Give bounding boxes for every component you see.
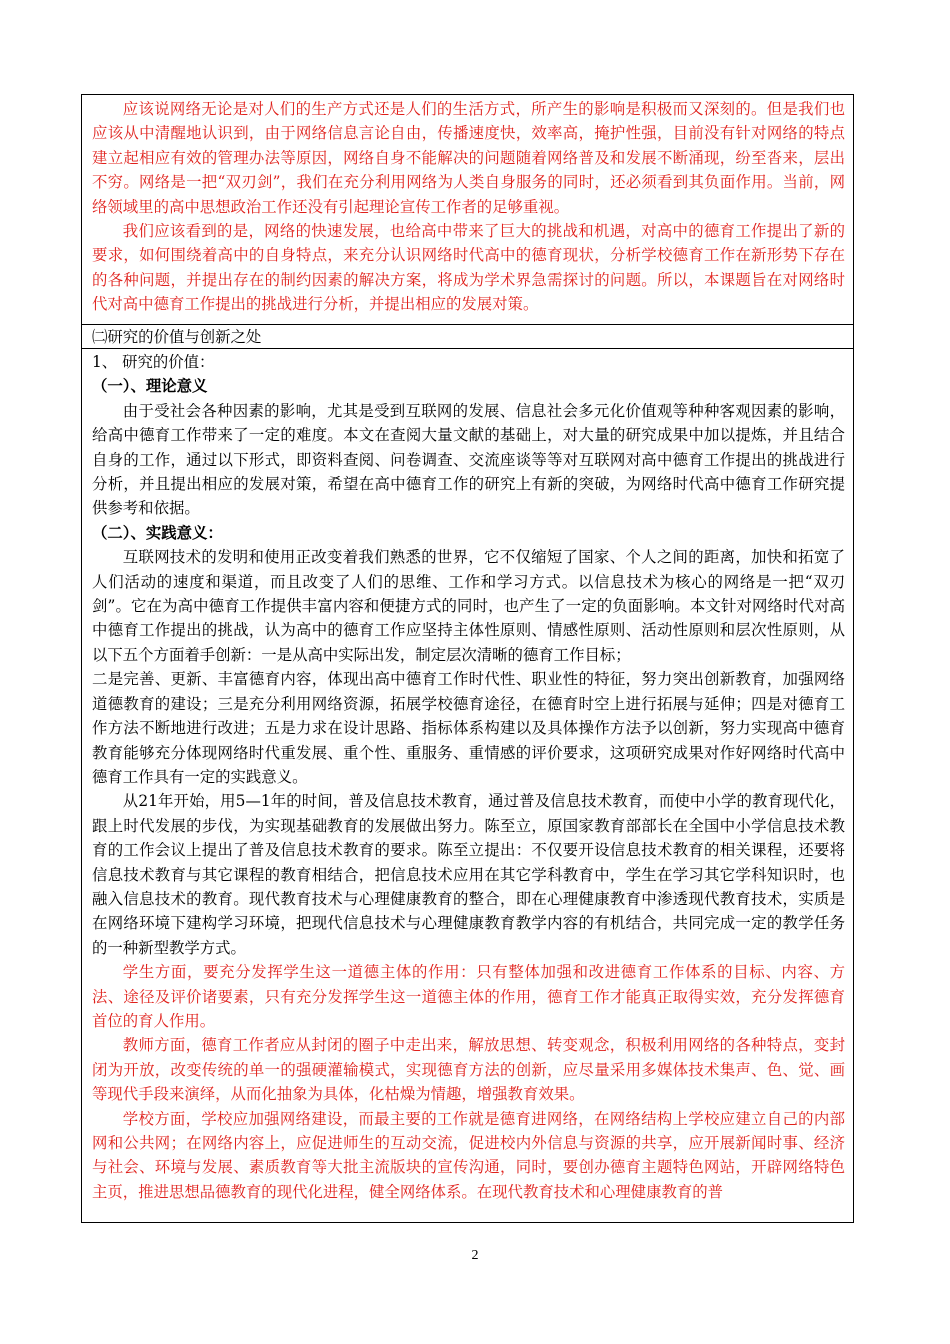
practice-paragraph-3: 从21年开始，用5—1年的时间，普及信息技术教育，通过普及信息技术教育，而使中小学的教育现代化，跟上时代发展的步伐，为实现基础教育的发展做出努力。陈至立，原国家教育部部长在全国中小学信息技术教育的工作会议上提出了普及信息技术教育的要求。陈至立提出：不仅要开设信息技术教育的相关课程，还要将信息技术教育与其它课程的教育相结合，把信息技术应用在其它学科教育中，学生在学习其它学科知识时，也融入信息技术的教育。现代教育技术与心理健康教育的整合，即在心理健康教育中渗透现代教育技术，实质是在网络环境下建构学习环境，把现代信息技术与心理健康教育教学内容的有机结合，共同完成一定的教学任务的一种新型教学方式。 <box>92 792 845 957</box>
value-content-cell <box>82 349 853 1224</box>
practice-paragraph-1: 互联网技术的发明和使用正改变着我们熟悉的世界，它不仅缩短了国家、个人之间的距离，加快和拓宽了人们活动的速度和渠道，而且改变了人们的思维、工作和学习方式。以信息技术为核心的网络是一把“双刃剑”。它在为高中德育工作提供丰富内容和便捷方式的同时，也产生了一定的负面影响。本文针对网络时代对高中德育工作提出的挑战，认为高中的德育工作应坚持主体性原则、情感性原则、活动性原则和层次性原则，从以下五个方面着手创新：一是从高中实际出发，制定层次清晰的德育工作目标； <box>92 548 845 664</box>
item-heading: 1、 研究的价值： <box>92 353 215 371</box>
value-heading-cell <box>82 325 853 349</box>
content-table <box>81 94 854 1223</box>
theory-heading: （一）、理论意义 <box>92 377 208 396</box>
theory-paragraph: 由于受社会各种因素的影响，尤其是受到互联网的发展、信息社会多元化价值观等种种客观因素的影响，给高中德育工作带来了一定的难度。本文在查阅大量文献的基础上，对大量的研究成果中加以提炼，并且结合自身的工作，通过以下形式，即资料查阅、问卷调查、交流座谈等等对互联网对高中德育工作提出的挑战进行分析，并且提出相应的发展对策，希望在高中德育工作的研究上有新的突破，为网络时代高中德育工作研究提供参考和依据。 <box>92 401 845 518</box>
practice-paragraph-2: 二是完善、更新、丰富德育内容，体现出高中德育工作时代性、职业性的特征，努力突出创新教育，加强网络道德教育的建设；三是充分利用网络资源，拓展学校德育途径，在德育时空上进行拓展与延伸；四是对德育工作方法不断地进行改进；五是力求在设计思路、指标体系构建以及具体操作方法予以创新，努力实现高中德育教育能够充分体现网络时代重发展、重个性、重服务、重情感的评价要求，这项研究成果对作好网络时代高中德育工作具有一定的实践意义。 <box>92 670 845 786</box>
background-paragraph-1: 应该说网络无论是对人们的生产方式还是人们的生活方式，所产生的影响是积极而又深刻的。但是我们也应该从中清醒地认识到，由于网络信息言论自由，传播速度快，效率高，掩护性强，目前没有针对网络的特点建立起相应有效的管理办法等原因，网络自身不能解决的问题随着网络普及和发展不断涌现，纷至沓来，层出不穷。网络是一把“双刃剑”，我们在充分利用网络为人类自身服务的同时，还必须看到其负面作用。当前，网络领域里的高中思想政治工作还没有引起理论宣传工作者的足够重视。 <box>92 100 845 216</box>
teachers-paragraph: 教师方面，德育工作者应从封闭的圈子中走出来，解放思想、转变观念，积极利用网络的各种特点，变封闭为开放，改变传统的单一的强硬灌输模式，实现德育方法的创新，应尽量采用多媒体技术集声、色、觉、画等现代手段来演绎，从而化抽象为具体，化枯燥为情趣，增强教育效果。 <box>92 1036 845 1104</box>
background-paragraph-2: 我们应该看到的是，网络的快速发展，也给高中带来了巨大的挑战和机遇，对高中的德育工作提出了新的要求，如何围绕着高中的自身特点，来充分认识网络时代高中的德育现状，分析学校德育工作在新形势下存在的各种问题，并提出存在的制约因素的解决方案，将成为学术界急需探讨的问题。所以，本课题旨在对网络时代对高中德育工作提出的挑战进行分析，并提出相应的发展对策。 <box>92 222 845 314</box>
practice-heading: （二）、实践意义： <box>92 523 223 542</box>
section-heading: ㈡研究的价值与创新之处 <box>92 328 262 346</box>
background-cell <box>82 95 853 325</box>
page-number: 2 <box>471 1248 479 1263</box>
students-paragraph: 学生方面，要充分发挥学生这一道德主体的作用：只有整体加强和改进德育工作体系的目标、内容、方法、途径及评价诸要素，只有充分发挥学生这一道德主体的作用，德育工作才能真正取得实效，充分发挥德育首位的育人作用。 <box>92 963 845 1030</box>
school-paragraph: 学校方面，学校应加强网络建设，而最主要的工作就是德育进网络，在网络结构上学校应建立自己的内部网和公共网；在网络内容上，应促进师生的互动交流，促进校内外信息与资源的共享，应开展新闻时事、经济与社会、环境与发展、素质教育等大批主流版块的宣传沟通，同时，要创办德育主题特色网站，开辟网络特色主页，推进思想品德教育的现代化进程，健全网络体系。在现代教育技术和心理健康教育的普 <box>92 1109 845 1201</box>
